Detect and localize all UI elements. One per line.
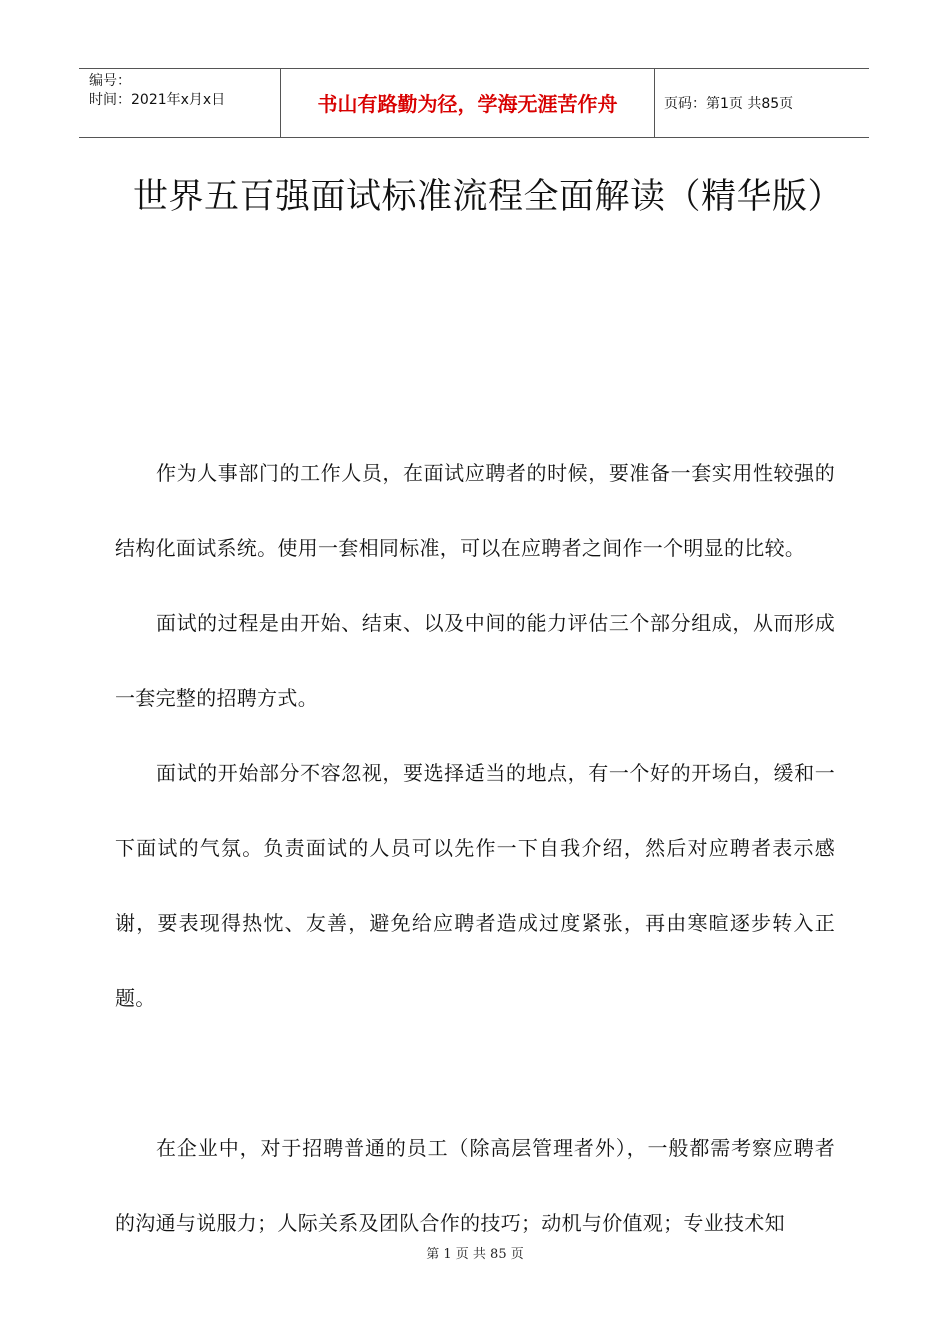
- body-paragraph: 面试的过程是由开始、结束、以及中间的能力评估三个部分组成，从而形成一套完整的招聘方式。: [115, 611, 835, 710]
- document-number-label: 编号：: [89, 73, 131, 89]
- header-page-code: 页码：第1页 共85页: [664, 96, 794, 112]
- document-title: 世界五百强面试标准流程全面解读（精华版）: [133, 177, 844, 217]
- paragraph-spacer: [115, 1036, 835, 1111]
- page-footer: 第 1 页 共 85 页: [426, 1247, 524, 1262]
- body-paragraph: 作为人事部门的工作人员，在面试应聘者的时候，要准备一套实用性较强的结构化面试系统。使用一套相同标准，可以在应聘者之间作一个明显的比较。: [115, 461, 835, 560]
- body-paragraph: 面试的开始部分不容忽视，要选择适当的地点，有一个好的开场白，缓和一下面试的气氛。负责面试的人员可以先作一下自我介绍，然后对应聘者表示感谢，要表现得热忱、友善，避免给应聘者造成过度紧张，再由寒暄逐步转入正题。: [115, 761, 835, 1010]
- header-motto-cell: [280, 69, 655, 137]
- document-date-label: 时间：2021年x月x日: [89, 92, 226, 108]
- header-motto: 书山有路勤为径，学海无涯苦作舟: [317, 92, 618, 116]
- body-paragraph: 在企业中，对于招聘普通的员工（除高层管理者外），一般都需考察应聘者的沟通与说服力；人际关系及团队合作的技巧；动机与价值观；专业技术知: [115, 1136, 835, 1235]
- header-page-cell: [654, 69, 869, 137]
- header-meta-cell: [79, 69, 280, 137]
- document-body: [115, 436, 835, 1261]
- document-header: [79, 68, 869, 138]
